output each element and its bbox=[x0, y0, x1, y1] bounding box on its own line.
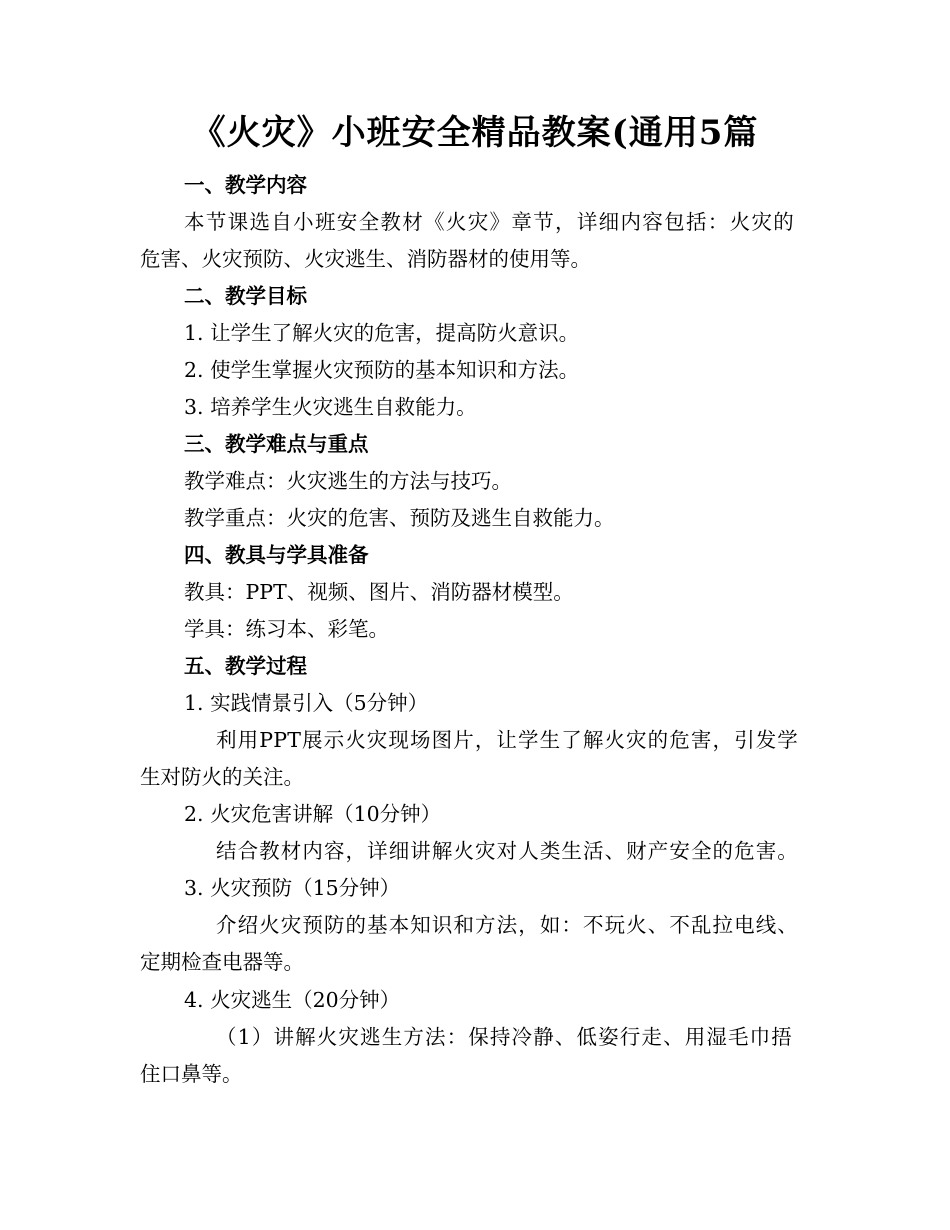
section-heading-materials: 四、教具与学具准备 bbox=[184, 543, 369, 567]
step-title: 1. 实践情景引入（5分钟） bbox=[184, 691, 429, 715]
step-description-line: 利用PPT展示火灾现场图片，让学生了解火灾的危害，引发学 bbox=[216, 728, 798, 752]
paragraph-line: 本节课选自小班安全教材《火灾》章节，详细内容包括：火灾的 bbox=[184, 210, 794, 234]
list-item: 1. 让学生了解火灾的危害，提高防火意识。 bbox=[184, 321, 580, 345]
step-title: 4. 火灾逃生（20分钟） bbox=[184, 988, 401, 1012]
step-description-line: 生对防火的关注。 bbox=[140, 765, 304, 789]
section-heading-content: 一、教学内容 bbox=[184, 173, 307, 197]
step-description-line: 住口鼻等。 bbox=[140, 1062, 243, 1086]
teaching-aids-text: 教具：PPT、视频、图片、消防器材模型。 bbox=[184, 580, 574, 604]
list-item: 2. 使学生掌握火灾预防的基本知识和方法。 bbox=[184, 358, 580, 382]
learning-aids-text: 学具：练习本、彩笔。 bbox=[184, 617, 389, 641]
step-title: 2. 火灾危害讲解（10分钟） bbox=[184, 802, 442, 826]
paragraph-line: 危害、火灾预防、火灾逃生、消防器材的使用等。 bbox=[140, 247, 591, 271]
step-title: 3. 火灾预防（15分钟） bbox=[184, 876, 401, 900]
document-title: 《火灾》小班安全精品教案(通用5篇 bbox=[191, 113, 759, 153]
step-description-line: 介绍火灾预防的基本知识和方法，如：不玩火、不乱拉电线、 bbox=[216, 913, 798, 937]
section-heading-objectives: 二、教学目标 bbox=[184, 284, 307, 308]
section-heading-process: 五、教学过程 bbox=[184, 654, 307, 678]
list-item: 3. 培养学生火灾逃生自救能力。 bbox=[184, 395, 477, 419]
step-description-line: 定期检查电器等。 bbox=[140, 950, 304, 974]
section-heading-difficulties: 三、教学难点与重点 bbox=[184, 432, 369, 456]
key-point-text: 教学重点：火灾的危害、预防及逃生自救能力。 bbox=[184, 506, 615, 530]
step-description-line: 结合教材内容，详细讲解火灾对人类生活、财产安全的危害。 bbox=[216, 839, 798, 863]
difficulty-text: 教学难点：火灾逃生的方法与技巧。 bbox=[184, 469, 512, 493]
step-description-line: （1）讲解火灾逃生方法：保持冷静、低姿行走、用湿毛巾捂 bbox=[216, 1025, 792, 1049]
